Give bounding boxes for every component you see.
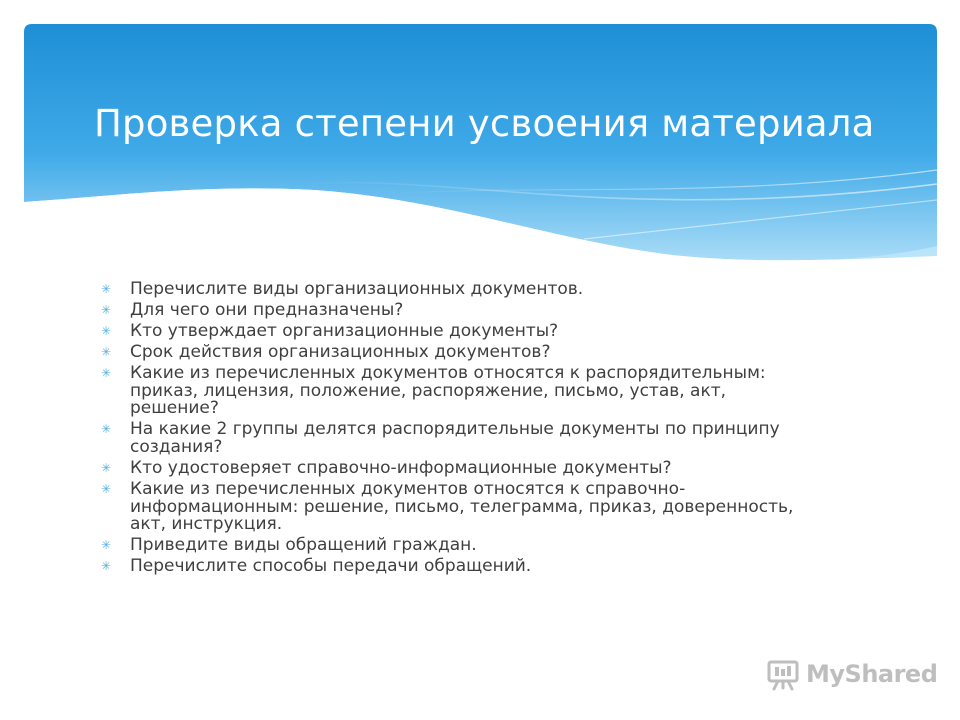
asterisk-bullet-icon: ✳ (101, 282, 112, 296)
asterisk-bullet-icon: ✳ (101, 422, 112, 437)
list-item-text: На какие 2 группы делятся распорядительные документы по принципу создания? (130, 419, 780, 457)
question-list (100, 281, 820, 579)
asterisk-bullet-icon: ✳ (101, 345, 112, 360)
asterisk-bullet-icon: ✳ (101, 366, 112, 381)
list-item-text: Кто утверждает организационные документы? (130, 321, 559, 342)
asterisk-bullet-icon: ✳ (101, 559, 112, 574)
list-item-text: Какие из перечисленных документов относятся к справочно-информационным: решение, письмо, телеграмма, приказ, доверенность, акт, инструкция. (130, 479, 794, 535)
watermark-text: MyShared (806, 660, 938, 688)
asterisk-bullet-icon: ✳ (101, 538, 112, 553)
list-item (100, 460, 820, 478)
watermark-logo (766, 656, 937, 692)
list-item-text: Для чего они предназначены? (130, 300, 404, 321)
slide-title: Проверка степени усвоения материала (94, 102, 875, 145)
list-item (100, 421, 820, 456)
list-item-text: Какие из перечисленных документов относятся к распорядительным: приказ, лицензия, положение, распоряжение, письмо, устав, акт, решение? (130, 363, 766, 419)
list-item (100, 323, 820, 341)
header-wave-graphic (24, 24, 937, 284)
list-item (100, 281, 820, 299)
presentation-screen-icon (766, 657, 800, 691)
list-item-text: Перечислите способы передачи обращений. (130, 556, 532, 577)
asterisk-bullet-icon: ✳ (101, 324, 112, 339)
list-item (100, 537, 820, 555)
list-item (100, 302, 820, 320)
slide-header-banner (24, 24, 937, 284)
list-item-text: Кто удостоверяет справочно-информационные документы? (130, 458, 672, 479)
list-item-text: Перечислите виды организационных документов. (130, 279, 584, 299)
list-item (100, 558, 820, 576)
asterisk-bullet-icon: ✳ (101, 461, 112, 476)
asterisk-bullet-icon: ✳ (101, 303, 112, 318)
list-item-text: Срок действия организационных документов? (130, 342, 551, 363)
list-item-text: Приведите виды обращений граждан. (130, 535, 477, 556)
asterisk-bullet-icon: ✳ (101, 482, 112, 497)
list-item (100, 365, 820, 418)
list-item (100, 344, 820, 362)
list-item (100, 481, 820, 534)
